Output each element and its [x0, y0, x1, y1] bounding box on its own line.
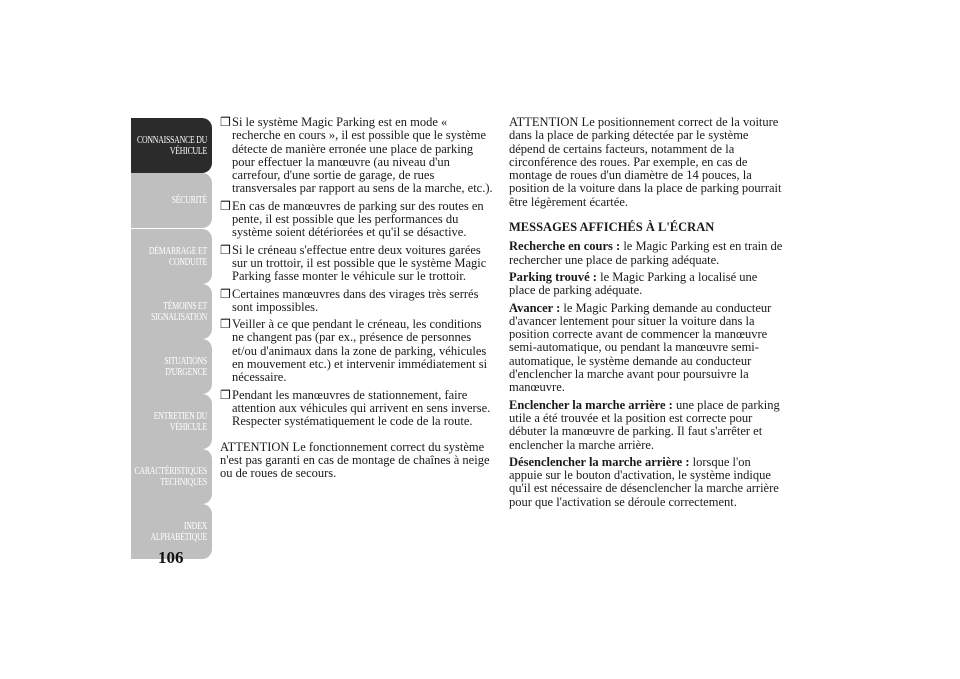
attention-note: ATTENTION Le positionnement correct de la voiture dans la place de parking détectée par le système dépend de certains facteurs, notamment de la circonférence des roues. Par exemple, en cas de montage de roues d'un diamètre de 14 pouces, la position de la voiture dans la place de parking pourrait être légèrement écartée.	[509, 115, 782, 209]
tab-connaissance-du-vehicule[interactable]	[131, 118, 212, 173]
tab-entretien-du-vehicule[interactable]	[131, 394, 212, 449]
tab-situations-durgence[interactable]	[131, 339, 212, 394]
list-item	[220, 244, 495, 284]
message-text: le Magic Parking a localisé une place de parking adéquate.	[509, 269, 758, 298]
tab-label: INDEX ALPHABÉTIQUE	[150, 520, 207, 543]
tab-label: ENTRETIEN DU VÉHICULE	[153, 410, 207, 433]
list-item-text: Certaines manœuvres dans des virages très serrés sont impossibles.	[232, 286, 479, 314]
right-column	[509, 116, 784, 513]
checkbox-bullet-icon: ❒	[220, 198, 231, 213]
message-term: Enclencher la marche arrière :	[509, 397, 673, 412]
tab-label: DÉMARRAGE ET CONDUITE	[148, 245, 207, 268]
list-item-text: En cas de manœuvres de parking sur des routes en pente, il est possible que les performances du système soient détériorées et qu'il se désactive.	[232, 198, 484, 240]
tab-label: CARACTÉRISTIQUES TECHNIQUES	[134, 465, 207, 488]
message-term: Avancer :	[509, 300, 561, 315]
tab-temoins-et-signalisation[interactable]	[131, 284, 212, 339]
message-term: Désenclencher la marche arrière :	[509, 454, 690, 469]
message-entry	[509, 456, 784, 509]
checkbox-bullet-icon: ❒	[220, 387, 231, 402]
tab-demarrage-et-conduite[interactable]	[131, 229, 212, 284]
checkbox-bullet-icon: ❒	[220, 317, 231, 332]
checkbox-bullet-icon: ❒	[220, 115, 231, 129]
checkbox-bullet-icon: ❒	[220, 286, 231, 301]
message-entry	[509, 302, 784, 395]
message-term: Parking trouvé :	[509, 269, 597, 284]
tab-label: SÉCURITÉ	[171, 195, 207, 206]
left-column	[220, 116, 495, 484]
list-item-text: Si le créneau s'effectue entre deux voitures garées sur un trottoir, il est possible que le système Magic Parking fasse monter le véhicule sur le trottoir.	[232, 242, 487, 284]
message-text: le Magic Parking demande au conducteur d'avancer lentement pour situer la voiture dans la position correcte avant de commencer la manœuvre semi-automatique, ou pendant la manœuvre semi-automatique, le système demande au conducteur d'enclencher la marche avant pour poursuivre la manœuvre.	[509, 300, 772, 395]
message-text: lorsque l'on appuie sur le bouton d'activation, le système indique qu'il est nécessaire de désenclencher la marche arrière pour que l'activation se déroule correctement.	[509, 454, 779, 509]
list-item	[220, 200, 495, 240]
message-entry	[509, 240, 784, 267]
page-number: 106	[158, 548, 184, 567]
message-term: Recherche en cours :	[509, 239, 621, 254]
message-entry	[509, 271, 784, 298]
message-text: le Magic Parking est en train de rechercher une place de parking adéquate.	[509, 239, 783, 267]
tab-label: CONNAISSANCE DU VÉHICULE	[137, 134, 207, 157]
list-item	[220, 389, 495, 429]
message-entry	[509, 399, 784, 452]
list-item-text: Si le système Magic Parking est en mode « recherche en cours », il est possible que le système détecte de manière erronée une place de parking pour effectuer la manœuvre (au niveau d'un carrefour, d'une sortie de garage, de rues transversales par rapport au sens de la marche, etc.).	[232, 115, 493, 196]
list-item-text: Pendant les manœuvres de stationnement, faire attention aux véhicules qui arrivent en sens inverse. Respecter systématiquement le code de la route.	[232, 387, 491, 429]
section-heading: MESSAGES AFFICHÉS À L'ÉCRAN	[509, 220, 715, 235]
tab-caracteristiques-techniques[interactable]	[131, 449, 212, 504]
message-text: une place de parking utile a été trouvée et la position est correcte pour débuter la manœuvre de parking. Il faut s'arrêter et enclencher la marche arrière.	[509, 397, 780, 452]
tab-label: TÉMOINS ET SIGNALISATION	[151, 300, 207, 323]
list-item	[220, 288, 495, 315]
list-item-text: Veiller à ce que pendant le créneau, les conditions ne changent pas (par ex., présence de personnes et/ou d'animaux dans la zone de parking, véhicules en mouvement etc.) et intervenir immédiatement si nécessaire.	[232, 317, 488, 385]
tab-label: SITUATIONS D'URGENCE	[164, 355, 207, 378]
list-item	[220, 116, 495, 196]
checkbox-bullet-icon: ❒	[220, 242, 231, 257]
list-item	[220, 318, 495, 384]
tab-securite[interactable]	[131, 173, 212, 228]
attention-note: ATTENTION Le fonctionnement correct du système n'est pas garanti en cas de montage de chaînes à neige ou de roues de secours.	[220, 439, 490, 481]
